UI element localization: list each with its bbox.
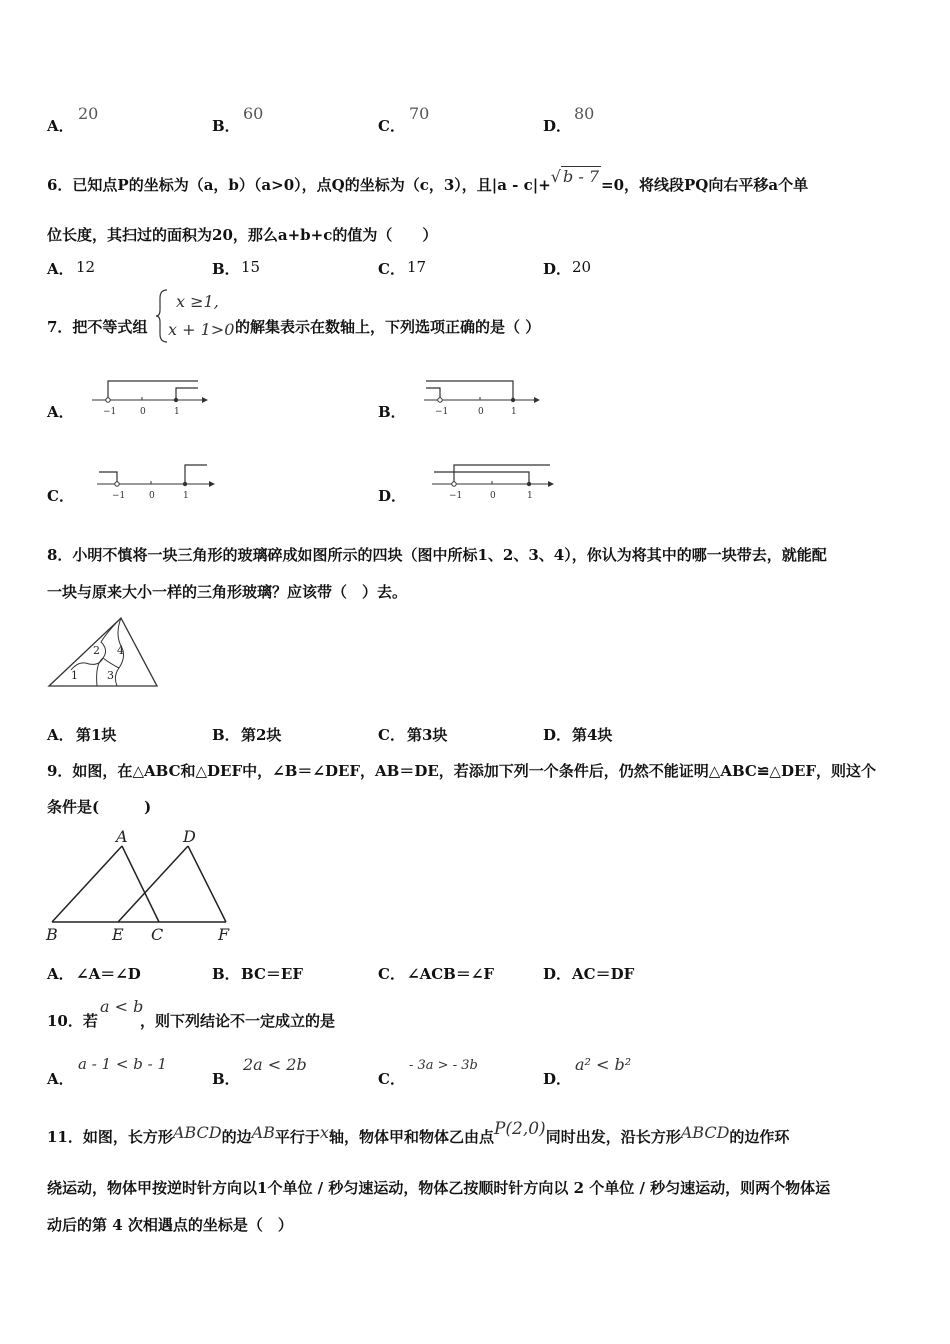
q11-math-x: x xyxy=(319,1123,329,1142)
q10-option-d-letter: D． xyxy=(543,1070,572,1088)
tick-label: 1 xyxy=(174,407,180,417)
vertex-label-b: B xyxy=(46,925,58,944)
vertex-label-f: F xyxy=(218,925,230,944)
q10-option-b-value: 2a < 2b xyxy=(243,1055,307,1074)
q11-text-2: 的边 xyxy=(221,1128,252,1146)
piece-label-3: 3 xyxy=(107,669,114,682)
q11-text-3: 平行于 xyxy=(274,1128,320,1146)
q6-sqrt-expression: b - 7 xyxy=(563,167,599,186)
q6-option-c-value: 17 xyxy=(407,258,427,276)
tick-label: −1 xyxy=(103,407,117,417)
q8-option-c-letter: C． xyxy=(378,726,405,744)
q6-option-a-letter: A． xyxy=(47,260,74,278)
q9-option-d-value: AC＝DF xyxy=(572,965,635,983)
q11-text-4: 轴，物体甲和物体乙由点 xyxy=(328,1128,494,1146)
q8-option-b-letter: B． xyxy=(212,726,240,744)
q7-option-c-number-line xyxy=(95,460,220,502)
q10-option-a-value: a - 1 < b - 1 xyxy=(78,1055,167,1073)
q6-stem-line2: 位长度，其扫过的面积为20，那么a+b+c的值为（ ） xyxy=(47,226,438,244)
q10-stem-prefix: 10．若 xyxy=(47,1012,98,1030)
q9-option-d-letter: D． xyxy=(543,965,572,983)
vertex-label-e: E xyxy=(112,925,124,944)
q5-option-d-value: 80 xyxy=(574,104,595,123)
q11-stem-line1 xyxy=(47,1119,790,1147)
q5-option-d-letter: D． xyxy=(543,117,572,135)
tick-label: 0 xyxy=(478,407,484,417)
q8-option-a-letter: A． xyxy=(47,726,74,744)
q10-stem-suffix: ，则下列结论不一定成立的是 xyxy=(140,1012,336,1030)
piece-label-2: 2 xyxy=(93,644,100,657)
q5-option-c-letter: C． xyxy=(378,117,405,135)
q8-option-d-value: 第4块 xyxy=(572,726,613,744)
q11-text-6: 的边作环 xyxy=(729,1128,790,1146)
q7-option-a-letter: A． xyxy=(47,403,74,421)
piece-label-1: 1 xyxy=(71,669,78,682)
q7-option-d-letter: D． xyxy=(378,487,407,505)
q10-condition: a < b xyxy=(100,997,144,1016)
q6-option-a-value: 12 xyxy=(76,258,96,276)
q11-text-1: 11．如图，长方形 xyxy=(47,1128,173,1146)
q10-option-a-letter: A． xyxy=(47,1070,74,1088)
q9-stem-line2: 条件是( ) xyxy=(47,798,152,816)
q8-stem-line1: 8．小明不慎将一块三角形的玻璃碎成如图所示的四块（图中所标1、2、3、4），你认为将其中的哪一块带去，就能配 xyxy=(47,546,827,564)
tick-label: 0 xyxy=(149,491,155,501)
tick-label: −1 xyxy=(449,491,463,501)
q6-stem-part1: 6．已知点P的坐标为（a，b）（a>0），点Q的坐标为（c，3），且|a - c|+ xyxy=(47,176,551,194)
q10-option-c-value: - 3a > - 3b xyxy=(409,1058,478,1073)
tick-label: 1 xyxy=(511,407,517,417)
vertex-label-a: A xyxy=(116,827,128,846)
q7-inequality-1: x ≥1, xyxy=(176,292,219,311)
q11-text-5: 同时出发，沿长方形 xyxy=(545,1128,681,1146)
piece-label-4: 4 xyxy=(117,644,124,657)
q9-option-c-letter: C． xyxy=(378,965,405,983)
q7-option-a-number-line xyxy=(90,376,210,418)
q9-option-a-value: ∠A＝∠D xyxy=(76,965,141,983)
q9-option-a-letter: A． xyxy=(47,965,74,983)
q8-option-c-value: 第3块 xyxy=(407,726,448,744)
q11-math-point-p: P(2,0) xyxy=(493,1119,546,1139)
q6-stem-line1: 6．已知点P的坐标为（a，b）（a>0），点Q的坐标为（c，3），且|a - c|+√ b - 7 =0，将线段PQ向右平移a个单 xyxy=(47,167,809,194)
q7-system-brace xyxy=(155,288,169,344)
q8-option-b-value: 第2块 xyxy=(241,726,282,744)
tick-label: −1 xyxy=(112,491,126,501)
q9-option-c-value: ∠ACB＝∠F xyxy=(407,965,495,983)
tick-label: 0 xyxy=(140,407,146,417)
q10-option-d-value: a² < b² xyxy=(575,1055,632,1074)
q6-option-c-letter: C． xyxy=(378,260,405,278)
tick-label: −1 xyxy=(435,407,449,417)
vertex-label-d: D xyxy=(183,827,196,846)
q11-stem-line3: 动后的第 4 次相遇点的坐标是（ ） xyxy=(47,1216,293,1234)
q11-stem-line2: 绕运动，物体甲按逆时针方向以1个单位 / 秒匀速运动，物体乙按顺时针方向以 2 个单位 / 秒匀速运动，则两个物体运 xyxy=(47,1179,831,1197)
q11-math-ab: AB xyxy=(251,1123,275,1142)
q7-option-b-number-line xyxy=(422,376,547,418)
q5-option-b-letter: B． xyxy=(212,117,240,135)
q9-option-b-letter: B． xyxy=(212,965,240,983)
q10-option-b-letter: B． xyxy=(212,1070,240,1088)
q7-option-b-letter: B． xyxy=(378,403,406,421)
q8-option-a-value: 第1块 xyxy=(76,726,117,744)
q6-option-b-letter: B． xyxy=(212,260,240,278)
q5-option-a-letter: A． xyxy=(47,117,74,135)
q5-option-c-value: 70 xyxy=(409,104,430,123)
q8-option-d-letter: D． xyxy=(543,726,572,744)
q6-option-d-letter: D． xyxy=(543,260,572,278)
q10-option-c-letter: C． xyxy=(378,1070,405,1088)
q9-stem-line1: 9．如图，在△ABC和△DEF中，∠B＝∠DEF，AB＝DE，若添加下列一个条件后，仍然不能证明△ABC≌△DEF，则这个 xyxy=(47,762,877,780)
q11-math-abcd: ABCD xyxy=(172,1123,222,1142)
q7-stem-prefix: 7．把不等式组 xyxy=(47,318,148,336)
tick-label: 1 xyxy=(527,491,533,501)
vertex-label-c: C xyxy=(151,925,164,944)
q9-triangles-figure xyxy=(44,826,239,946)
q5-option-a-value: 20 xyxy=(78,104,99,123)
tick-label: 0 xyxy=(490,491,496,501)
q5-option-b-value: 60 xyxy=(243,104,264,123)
q8-stem-line2: 一块与原来大小一样的三角形玻璃？应该带（ ）去。 xyxy=(47,583,408,601)
q6-stem-part2: =0，将线段PQ向右平移a个单 xyxy=(601,176,809,194)
q6-option-b-value: 15 xyxy=(241,258,261,276)
q9-option-b-value: BC＝EF xyxy=(241,965,303,983)
q7-option-c-letter: C． xyxy=(47,487,74,505)
q7-option-d-number-line xyxy=(430,460,560,502)
q7-inequality-2: x + 1>0 xyxy=(168,320,235,339)
q7-stem-suffix: 的解集表示在数轴上，下列选项正确的是（ ） xyxy=(235,318,541,336)
q6-option-d-value: 20 xyxy=(572,258,592,276)
tick-label: 1 xyxy=(183,491,189,501)
q11-math-abcd-2: ABCD xyxy=(680,1123,730,1142)
q8-glass-triangle-figure xyxy=(45,612,163,692)
